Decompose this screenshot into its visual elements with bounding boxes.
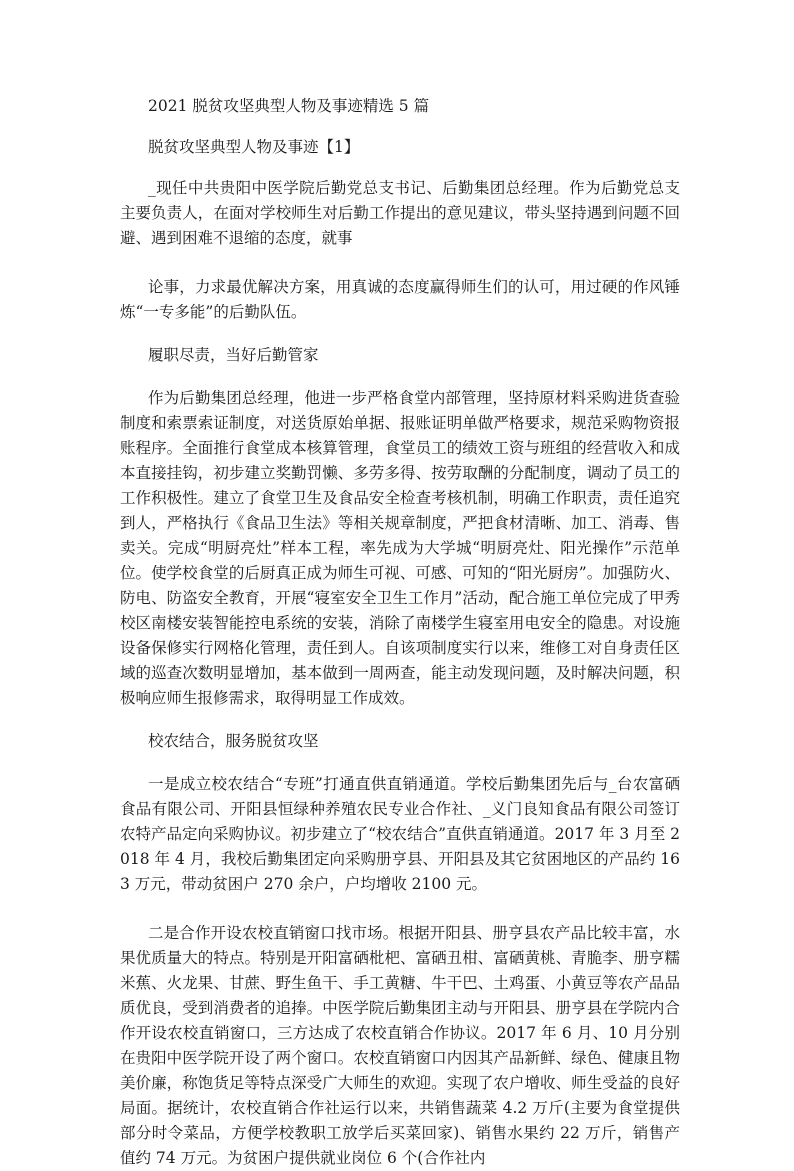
subheading-2: 校农结合，服务脱贫攻坚 <box>148 732 319 750</box>
paragraph-1: _现任中共贵阳中医学院后勤党总支书记、后勤集团总经理。作为后勤党总支主要负责人，在面对学校师生对后勤工作提出的意见建议，带头坚持遇到问题不回避、遇到困难不退缩的态度，就事 <box>120 179 680 247</box>
paragraph-5: 二是合作开设农校直销窗口找市场。根据开阳县、册亨县农产品比较丰富，水果优质量大的特点。特别是开阳富硒枇杷、富硒丑柑、富硒黄桃、青脆李、册亨糯米蕉、火龙果、甘蔗、野生鱼干、手工黄糖、牛干巴、土鸡蛋、小黄豆等农产品品质优良，受到消费者的追捧。中医学院后勤集团主动与开阳县、册亨县在学院内合作开设农校直销窗口，三方达成了农校直销合作协议。2017 年 6 月、10 月分别在贵阳中医学院开设了两个窗口。农校直销窗口内因其产品新鲜、绿色、健康且物美价廉，称饱货足等特点深受广大师生的欢迎。实现了农户增收、师生受益的良好局面。据统计，农校直销合作社运行以来，共销售蔬菜 4.2 万斤(主要为食堂提供部分时令菜品，方便学校教职工放学后买菜回家)、销售水果约 22 万斤，销售产值约 74 万元。为贫困户提供就业岗位 6 个(合作社内 <box>120 924 680 1167</box>
paragraph-4: 一是成立校农结合“专班”打通直供直销通道。学校后勤集团先后与_台农富硒食品有限公司、开阳县恒绿种养殖农民专业合作社、_义门良知食品有限公司签订农特产品定向采购协议。初步建立了“校农结合”直供直销通道。2017 年 3 月至 2018 年 4 月，我校后勤集团定向采购册亨县、开阳县及其它贫困地区的产品约 163 万元，带动贫困户 270 余户，户均增收 2100 元。 <box>120 775 680 893</box>
document-title: 2021 脱贫攻坚典型人物及事迹精选 5 篇 <box>148 97 430 115</box>
paragraph-2: 论事，力求最优解决方案，用真诚的态度赢得师生们的认可，用过硬的作风锤炼“一专多能”的后勤队伍。 <box>120 278 680 321</box>
paragraph-3: 作为后勤集团总经理，他进一步严格食堂内部管理，坚持原材料采购进货查验制度和索票索证制度，对送货原始单据、报账证明单做严格要求，规范采购物资报账程序。全面推行食堂成本核算管理，食堂员工的绩效工资与班组的经营收入和成本直接挂钩，初步建立奖勤罚懒、多劳多得、按劳取酬的分配制度，调动了员工的工作积极性。建立了食堂卫生及食品安全检查考核机制，明确工作职责，责任追究到人，严格执行《食品卫生法》等相关规章制度，严把食材清晰、加工、消毒、售卖关。完成“明厨亮灶”样本工程，率先成为大学城“明厨亮灶、阳光操作”示范单位。使学校食堂的后厨真正成为师生可视、可感、可知的“阳光厨房”。加强防火、防电、防盗安全教育，开展“寝室安全卫生工作月”活动，配合施工单位完成了甲秀校区南楼安装智能控电系统的安装，消除了南楼学生寝室用电安全的隐患。对设施设备保修实行网格化管理，责任到人。自该项制度实行以来，维修工对自身责任区域的巡查次数明显增加，基本做到一周两查，能主动发现问题，及时解决问题，积极响应师生报修需求，取得明显工作成效。 <box>120 389 680 707</box>
section-heading: 脱贫攻坚典型人物及事迹【1】 <box>148 138 360 156</box>
subheading-1: 履职尽责，当好后勤管家 <box>148 346 319 364</box>
document-page <box>120 94 680 1171</box>
